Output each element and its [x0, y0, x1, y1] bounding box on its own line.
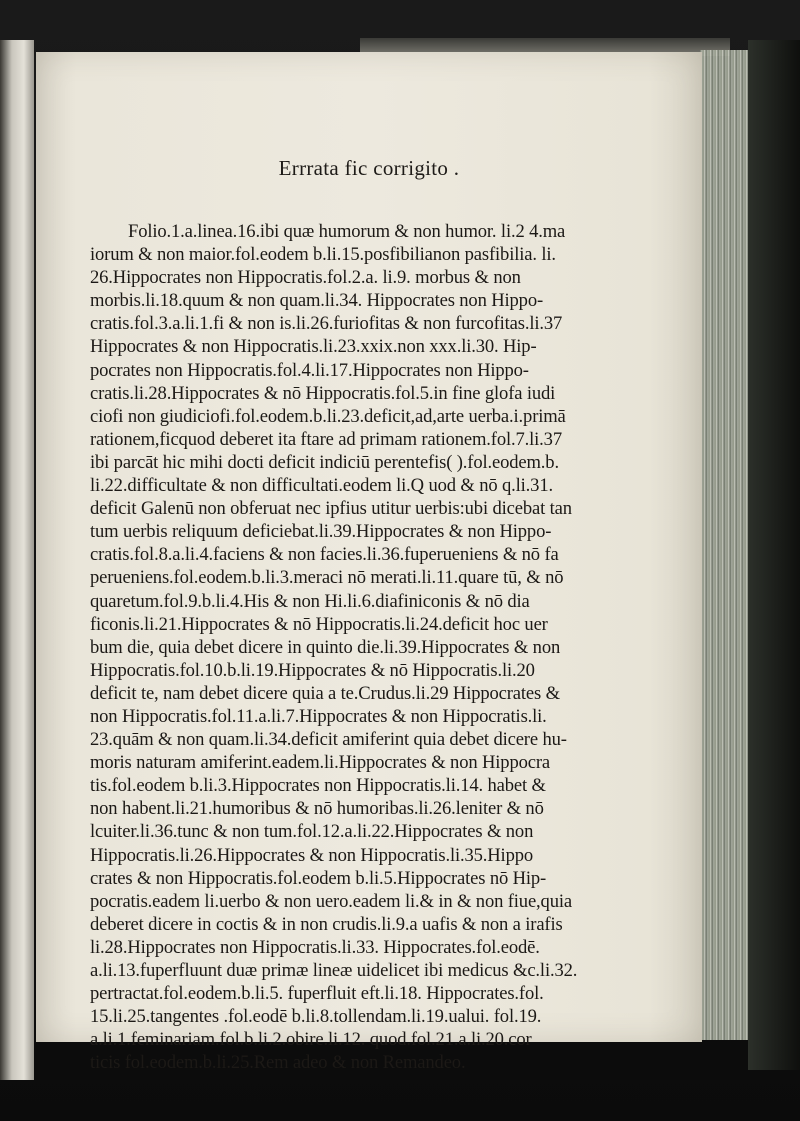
text-line: ticis fol.eodem.b.li.25.Rem adeo & non Remandeo.: [90, 1052, 466, 1074]
text-line: a.li.13.fuperfluunt duæ primæ lineæ uidelicet ibi medicus &c.li.32.: [90, 960, 578, 981]
text-line: ibi parcāt hic mihi docti deficit indiciū perentefis( ).fol.eodem.b.: [90, 451, 559, 473]
text-line: pocratis.eadem li.uerbo & non uero.eadem li.& in & non fiue,quia: [90, 890, 572, 912]
book-page: [36, 52, 702, 1074]
text-line: bum die, quia debet dicere in quinto die.li.39.Hippocrates & non: [90, 636, 561, 658]
errata-text-block: [90, 220, 630, 1074]
text-line: deberet dicere in coctis & in non crudis.li.9.a uafis & non a irafis: [90, 913, 563, 935]
text-line: 23.quām & non quam.li.34.deficit amiferint quia debet dicere hu-: [90, 729, 567, 751]
text-line: iorum & non maior.fol.eodem b.li.15.posfibilianon pasfibilia. li.: [90, 244, 556, 266]
text-line: perueniens.fol.eodem.b.li.3.meraci nō merati.li.11.quare tū, & nō: [90, 567, 564, 589]
book-fore-edge: [700, 50, 750, 1040]
text-line: tis.fol.eodem b.li.3.Hippocrates non Hippocratis.li.14. habet &: [90, 775, 546, 797]
text-line: cratis.fol.3.a.li.1.fi & non is.li.26.furiofitas & non furcofitas.li.37: [90, 313, 563, 335]
text-line: deficit Galenū non obferuat nec ipfius utitur uerbis:ubi dicebat tan: [90, 498, 572, 520]
text-line: cratis.fol.8.a.li.4.faciens & non facies.li.36.fuperueniens & nō fa: [90, 544, 559, 566]
text-line: li.28.Hippocrates non Hippocratis.li.33. Hippocrates.fol.eodē.: [90, 936, 540, 958]
text-line: non habent.li.21.humoribus & nō humoribas.li.26.leniter & nō: [90, 798, 544, 820]
left-page-edge: [0, 40, 34, 1080]
errata-title: Errrata fic corrigito .: [278, 156, 460, 180]
text-line: Hippocratis.li.26.Hippocrates & non Hippocratis.li.35.Hippo: [90, 844, 534, 866]
text-line: pertractat.fol.eodem.b.li.5. fuperfluit eft.li.18. Hippocrates.fol.: [90, 983, 544, 1005]
text-line: ficonis.li.21.Hippocrates & nō Hippocratis.li.24.deficit hoc uer: [90, 613, 548, 635]
text-line: deficit te, nam debet dicere quia a te.Crudus.li.29 Hippocrates &: [90, 682, 560, 704]
text-line: li.22.difficultate & non difficultati.eodem li.Q uod & nō q.li.31.: [90, 475, 553, 497]
text-line: morbis.li.18.quum & non quam.li.34. Hippocrates non Hippo-: [90, 290, 544, 312]
text-line: ciofi non giudiciofi.fol.eodem.b.li.23.deficit,ad,arte uerba.i.primā: [90, 405, 566, 427]
text-line: non Hippocratis.fol.11.a.li.7.Hippocrates & non Hippocratis.li.: [90, 705, 547, 727]
text-line: Hippocratis.fol.10.b.li.19.Hippocrates & nō Hippocratis.li.20: [90, 659, 535, 681]
text-line: moris naturam amiferint.eadem.li.Hippocrates & non Hippocra: [90, 752, 550, 774]
text-line: a.li.1.feminariam.fol.b.li.2.obire.li.12. quod.fol.21.a.li.20.cor: [90, 1029, 532, 1051]
text-line: rationem,ficquod deberet ita ftare ad primam rationem.fol.7.li.37: [90, 428, 562, 450]
text-line: quaretum.fol.9.b.li.4.His & non Hi.li.6.diafiniconis & nō dia: [90, 590, 530, 612]
text-line: crates & non Hippocratis.fol.eodem b.li.5.Hippocrates nō Hip-: [90, 867, 547, 889]
text-line: 26.Hippocrates non Hippocratis.fol.2.a. li.9. morbus & non: [90, 267, 521, 289]
text-line: Hippocrates & non Hippocratis.li.23.xxix.non xxx.li.30. Hip-: [90, 336, 537, 358]
text-line: cratis.li.28.Hippocrates & nō Hippocratis.fol.5.in fine glofa iudi: [90, 382, 556, 404]
text-line: lcuiter.li.36.tunc & non tum.fol.12.a.li.22.Hippocrates & non: [90, 821, 534, 843]
text-line: Folio.1.a.linea.16.ibi quæ humorum & non humor. li.2 4.ma: [128, 221, 566, 242]
text-line: 15.li.25.tangentes .fol.eodē b.li.8.tollendam.li.19.ualui. fol.19.: [90, 1006, 542, 1028]
text-line: pocrates non Hippocratis.fol.4.li.17.Hippocrates non Hippo-: [90, 359, 529, 381]
text-line: tum uerbis reliquum deficiebat.li.39.Hippocrates & non Hippo-: [90, 521, 552, 543]
book-fore-edge-shadow: [748, 40, 800, 1070]
